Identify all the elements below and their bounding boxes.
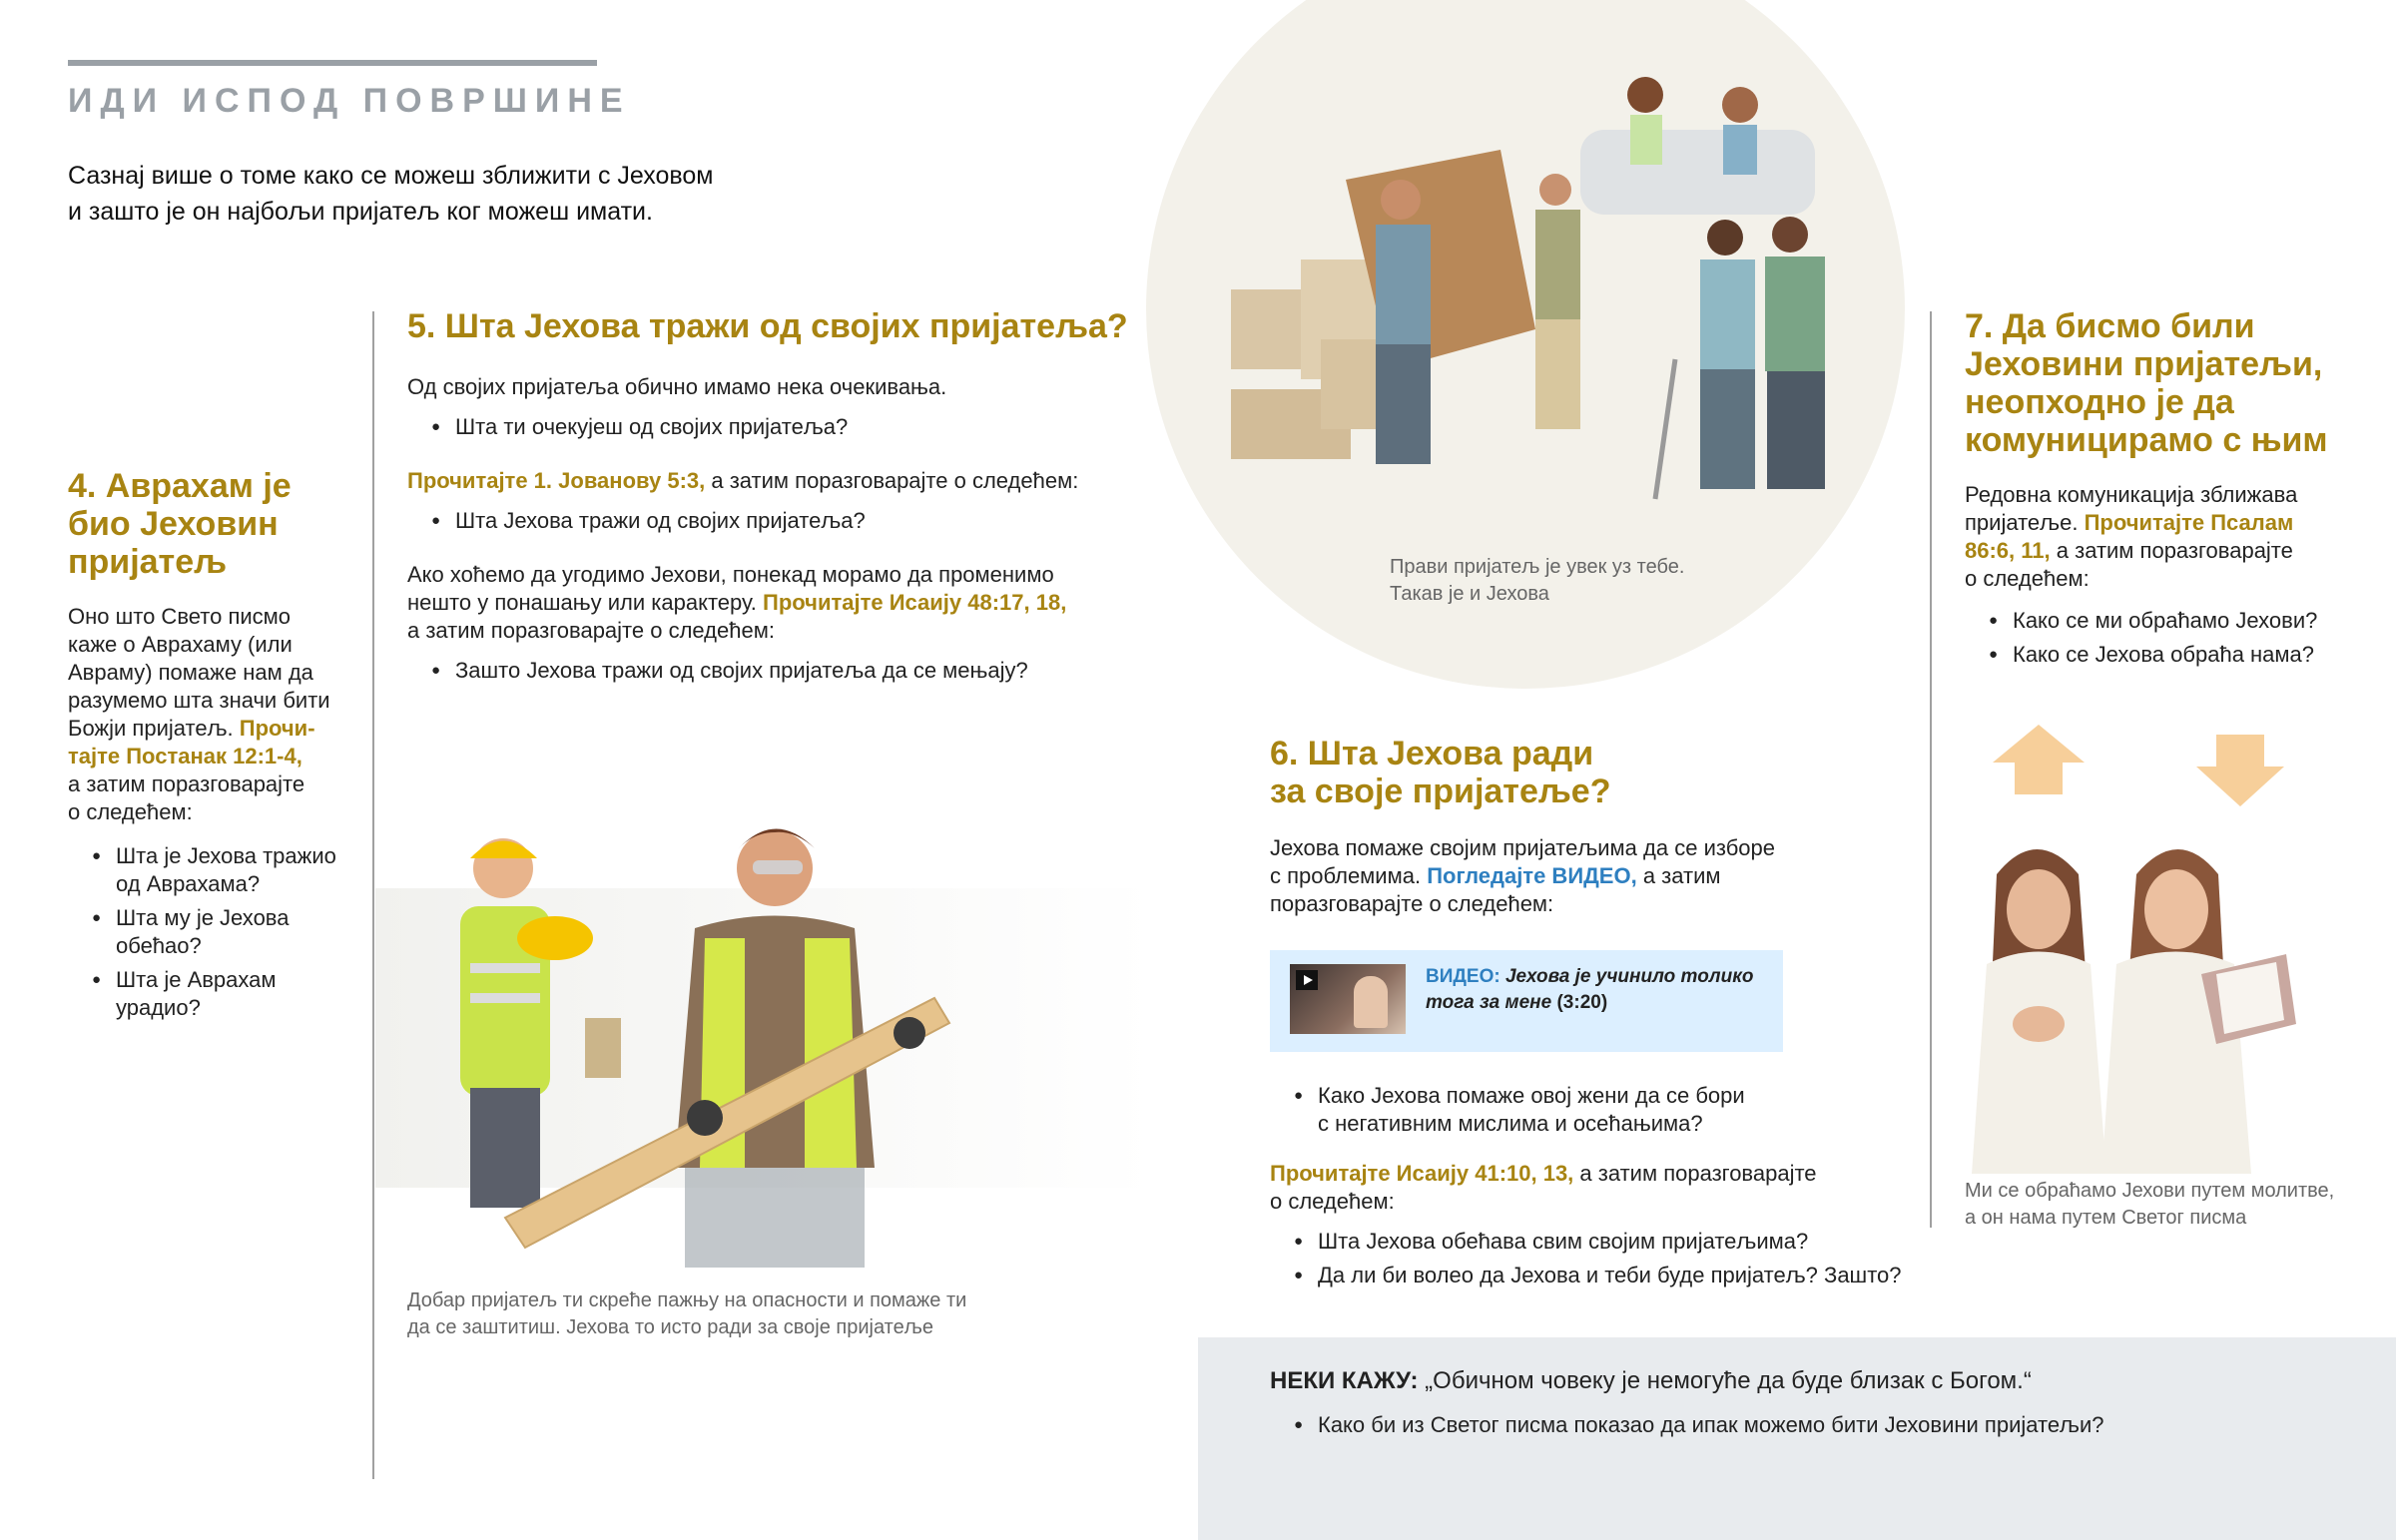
section-6-q2-q3 [1294, 1228, 1949, 1289]
question-item: ● Како би из Светог писма показао да ипак можемо бити Јеховини пријатељи? [1294, 1411, 2104, 1439]
section-6-p1 [1270, 834, 1949, 918]
scripture-ref-psalm[interactable]: Прочитајте Псалам [2084, 510, 2294, 535]
video-title-line [1426, 990, 1753, 1016]
text-line: а затим поразговарајте [68, 771, 305, 796]
workers-svg [375, 788, 1154, 1268]
text-line: Редовна комуникација зближава [1965, 482, 2298, 507]
question-item: ● Како се Јехова обраћа нама? [1989, 641, 2364, 669]
section-7-questions [1989, 607, 2364, 669]
video-card[interactable] [1270, 950, 1783, 1052]
scripture-ref-1john[interactable]: Прочитајте 1. Јованову 5:3, [407, 468, 706, 493]
column-divider [372, 311, 374, 1479]
text-line [407, 589, 1166, 617]
text-line: о следећем: [1965, 566, 2090, 591]
prayer-reading-illustration [1967, 725, 2366, 1174]
section-4-title-line: био Јеховин [68, 505, 279, 543]
some-say-question [1294, 1411, 2104, 1445]
text-span: пријатеље. [1965, 510, 2079, 535]
section-4-questions [92, 842, 357, 1022]
scripture-ref-genesis[interactable]: Прочи- [239, 716, 315, 741]
text-span: а затим поразговарајте о следећем: [705, 468, 1079, 493]
scripture-ref-isaiah-48[interactable]: Прочитајте Исаију 48:17, 18, [763, 590, 1067, 615]
moving-friends-caption [1390, 554, 1684, 608]
video-title-line [1426, 964, 1753, 990]
scripture-ref-genesis-cont[interactable]: тајте Постанак 12:1-4, [68, 744, 302, 769]
workers-caption [407, 1287, 1106, 1341]
section-5-q3 [431, 657, 1166, 685]
caption-line: да се заштитиш. Јехова то исто ради за своје пријатеље [407, 1316, 933, 1338]
section-5-p2 [407, 561, 1166, 645]
play-icon[interactable] [1296, 970, 1318, 990]
text-line [68, 715, 357, 743]
section-5-q2 [431, 507, 1166, 535]
section-5-ref1-line [407, 467, 1166, 495]
arrow-up-icon [1993, 725, 2085, 794]
question-item: ● Како Јехова помаже овој жени да се бори с негативним мислима и осећањима? [1294, 1082, 1949, 1138]
watch-video-link[interactable]: Погледајте ВИДЕО, [1427, 863, 1637, 888]
prayer-reading-svg [1967, 725, 2366, 1174]
text-line: Јехова помаже својим пријатељима да се изборе [1270, 835, 1775, 860]
text-span: Божји пријатељ. [68, 716, 234, 741]
text-line [1270, 1160, 1949, 1188]
text-line: каже о Аврахаму (или [68, 632, 293, 657]
section-7-title-line: Јеховини пријатељи, [1965, 345, 2323, 383]
video-thumbnail[interactable] [1290, 964, 1406, 1034]
section-7-title-line: неопходно је да [1965, 383, 2234, 421]
section-6-q1 [1294, 1082, 1949, 1138]
question-item: ● Зашто Јехова тражи од својих пријатеља да се мењају? [431, 657, 1166, 685]
video-text[interactable] [1426, 964, 1753, 1016]
scripture-ref-psalm-cont[interactable]: 86:6, 11, [1965, 538, 2051, 563]
intro-text [68, 158, 713, 230]
text-span: нешто у понашању или карактеру. [407, 590, 757, 615]
section-7-paragraph [1965, 481, 2364, 593]
some-say-label: НЕКИ КАЖУ: [1270, 1367, 1419, 1394]
text-line: а затим поразговарајте о следећем: [407, 618, 775, 643]
section-4 [68, 467, 357, 1028]
some-say-statement [1270, 1365, 2032, 1397]
section-6-title-line: за своје пријатеље? [1270, 772, 1611, 810]
question-item: ● Шта Јехова обећава свим својим пријатељима? [1294, 1228, 1949, 1256]
intro-line-1: Сазнај више о томе како се можеш зближити с Јеховом [68, 162, 714, 190]
text-line [1965, 509, 2364, 537]
video-title: Јехова је учинило толико [1504, 966, 1754, 987]
text-line: Ако хоћемо да угодимо Јехови, понекад морамо да променимо [407, 562, 1054, 587]
section-5 [407, 307, 1166, 691]
column-divider-right [1930, 311, 1932, 1228]
text-span: а затим поразговарајте [2050, 538, 2293, 563]
some-say-box [1198, 1337, 2396, 1540]
text-span: а затим [1636, 863, 1721, 888]
some-say-quote: „Обичном човеку је немогуће да буде близак с Богом.“ [1418, 1367, 2032, 1394]
section-5-title: 5. Шта Јехова тражи од својих пријатеља? [407, 307, 1128, 345]
question-item: ● Шта Јехова тражи од својих пријатеља? [431, 507, 1166, 535]
text-line: Оно што Свето писмо [68, 604, 292, 629]
text-line: Авраму) помаже нам да [68, 660, 313, 685]
section-7-title [1965, 307, 2364, 459]
section-4-title-line: пријатељ [68, 543, 228, 581]
prayer-reading-caption [1965, 1178, 2334, 1232]
text-line: поразговарајте о следећем: [1270, 891, 1554, 916]
text-span: с проблемима. [1270, 863, 1422, 888]
text-span: а затим поразговарајте [1573, 1161, 1817, 1186]
section-6-ref-line [1270, 1160, 1949, 1216]
text-line [1965, 537, 2364, 565]
arrow-down-icon [2196, 735, 2284, 806]
section-7-title-line: комуницирамо с њим [1965, 421, 2328, 459]
question-item: ● Шта је Јехова тражио од Аврахама? [92, 842, 357, 898]
section-7-title-line: 7. Да бисмо били [1965, 307, 2255, 345]
question-item: ● Да ли би волео да Јехова и теби буде пријатељ? Зашто? [1294, 1262, 1949, 1289]
section-4-paragraph [68, 603, 357, 826]
caption-line: Прави пријатељ је увек уз тебе. [1390, 556, 1685, 578]
question-item: ● Шта ти очекујеш од својих пријатеља? [431, 413, 1166, 441]
section-4-title [68, 467, 357, 581]
scripture-ref-isaiah-41[interactable]: Прочитајте Исаију 41:10, 13, [1270, 1161, 1574, 1186]
header-rule [68, 60, 597, 66]
section-6-title [1270, 735, 1949, 810]
text-line [1270, 862, 1949, 890]
section-6-title-line: 6. Шта Јехова ради [1270, 735, 1594, 772]
text-line: о следећем: [1270, 1189, 1395, 1214]
section-6-questions [1270, 1082, 1949, 1295]
video-label: ВИДЕО: [1426, 966, 1500, 987]
question-item: ● Шта је Аврахам урадио? [92, 966, 357, 1022]
section-4-title-line: 4. Аврахам је [68, 467, 292, 505]
question-item: ● Шта му је Јехова обећао? [92, 904, 357, 960]
question-item: ● Како се ми обраћамо Јехови? [1989, 607, 2364, 635]
section-5-p1: Од својих пријатеља обично имамо нека очекивања. [407, 374, 947, 399]
caption-line: Ми се обраћамо Јехови путем молитве, [1965, 1180, 2335, 1202]
section-7 [1965, 307, 2364, 675]
video-person [1354, 976, 1388, 1028]
text-line: о следећем: [68, 799, 193, 824]
video-title: тога за мене [1426, 992, 1552, 1013]
page-title: ИДИ ИСПОД ПОВРШИНЕ [68, 82, 631, 120]
workers-illustration [375, 788, 1154, 1268]
caption-line: Такав је и Јехова [1390, 583, 1549, 605]
caption-line: а он нама путем Светог писма [1965, 1207, 2247, 1229]
section-6 [1270, 735, 1949, 918]
text-line: разумемо шта значи бити [68, 688, 330, 713]
video-duration: (3:20) [1556, 992, 1608, 1013]
intro-line-2: и зашто је он најбољи пријатељ ког можеш имати. [68, 198, 653, 226]
section-5-q1 [431, 413, 1166, 441]
caption-line: Добар пријатељ ти скреће пажњу на опасности и помаже ти [407, 1289, 967, 1311]
